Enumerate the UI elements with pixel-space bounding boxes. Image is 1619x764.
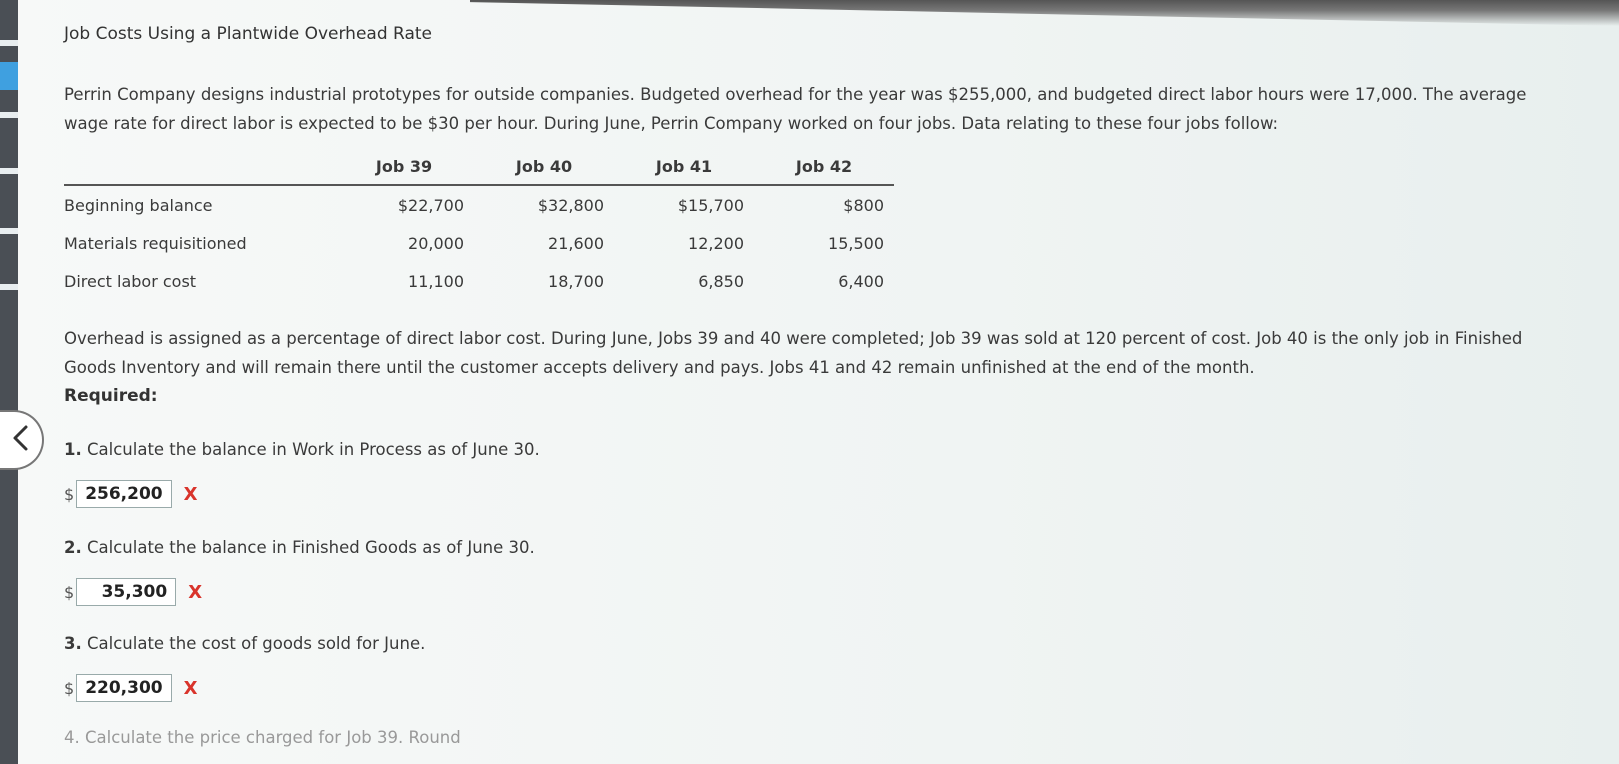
problem-intro: Perrin Company designs industrial prototypes for outside companies. Budgeted overhead for the year was $255,000, and budgeted direct labor hours were 17,000. The average wage rate for direct labor is expected to be $30 per hour. During June, Perrin Company worked on four jobs. Data relating to these four jobs follow:	[64, 85, 1527, 133]
question-text: Calculate the balance in Finished Goods as of June 30.	[87, 538, 535, 557]
x-mark-icon: X	[183, 677, 198, 699]
bezel-mark	[0, 284, 18, 290]
answer-row-2	[64, 578, 202, 606]
row-label: Materials requisitioned	[64, 233, 247, 253]
x-mark-icon: X	[183, 483, 198, 505]
question-4-partial: 4. Calculate the price charged for Job 39. Round	[64, 728, 461, 747]
job-data-table	[64, 150, 894, 300]
cell-value: $32,800	[537, 195, 604, 215]
answer-input-cogs[interactable]: 220,300	[76, 674, 171, 702]
cell-value: 20,000	[408, 233, 464, 253]
cell-value: 6,850	[698, 271, 744, 291]
bezel-mark	[0, 62, 18, 90]
row-label: Direct labor cost	[64, 271, 197, 291]
currency-symbol: $	[64, 484, 75, 504]
cell-value: 18,700	[548, 271, 604, 291]
question-text: Calculate the cost of goods sold for June.	[87, 634, 426, 653]
question-number: 1.	[64, 440, 82, 459]
bezel-mark	[0, 228, 18, 234]
table-header-row	[64, 150, 894, 185]
cell-value: 21,600	[548, 233, 604, 253]
question-text: Calculate the balance in Work in Process as of June 30.	[87, 440, 540, 459]
answer-input-finished-goods[interactable]: 35,300	[76, 578, 176, 606]
table-row	[64, 224, 894, 262]
cell-value: $15,700	[677, 195, 744, 215]
screen-edge-shadow	[470, 0, 1619, 26]
currency-symbol: $	[64, 678, 75, 698]
table-row	[64, 262, 894, 300]
cell-value: 6,400	[838, 271, 884, 291]
table-header-job: Job 40	[474, 150, 614, 185]
question-number: 3.	[64, 634, 82, 653]
cell-value: $22,700	[397, 195, 464, 215]
currency-symbol: $	[64, 582, 75, 602]
answer-input-wip[interactable]: 256,200	[76, 480, 171, 508]
table-row	[64, 185, 894, 224]
cell-value: $800	[843, 195, 884, 215]
cell-value: 11,100	[408, 271, 464, 291]
answer-row-3	[64, 674, 198, 702]
table-header-job: Job 41	[614, 150, 754, 185]
table-header-job: Job 39	[334, 150, 474, 185]
question-3	[64, 634, 425, 653]
bezel-mark	[0, 112, 18, 118]
required-heading: Required:	[64, 386, 158, 406]
bezel-mark	[0, 168, 18, 174]
table-header-job: Job 42	[754, 150, 894, 185]
problem-title: Job Costs Using a Plantwide Overhead Rate	[64, 24, 433, 44]
overhead-description: Overhead is assigned as a percentage of direct labor cost. During June, Jobs 39 and 40 were completed; Job 39 was sold at 120 percent of cost. Job 40 is the only job in Finished Goods Inventory and will remain there until the customer accepts delivery and pays. Jobs 41 and 42 remain unfinished at the end of the month.	[64, 329, 1523, 377]
question-number: 2.	[64, 538, 82, 557]
back-button[interactable]	[0, 410, 44, 470]
row-label: Beginning balance	[64, 195, 213, 215]
question-1	[64, 440, 540, 459]
question-2	[64, 538, 535, 557]
x-mark-icon: X	[188, 581, 203, 603]
chevron-left-icon	[11, 424, 31, 456]
screen-bezel	[0, 0, 18, 764]
cell-value: 15,500	[828, 233, 884, 253]
cell-value: 12,200	[688, 233, 744, 253]
answer-row-1	[64, 480, 198, 508]
bezel-mark	[0, 40, 18, 46]
table-header-blank	[64, 150, 334, 185]
